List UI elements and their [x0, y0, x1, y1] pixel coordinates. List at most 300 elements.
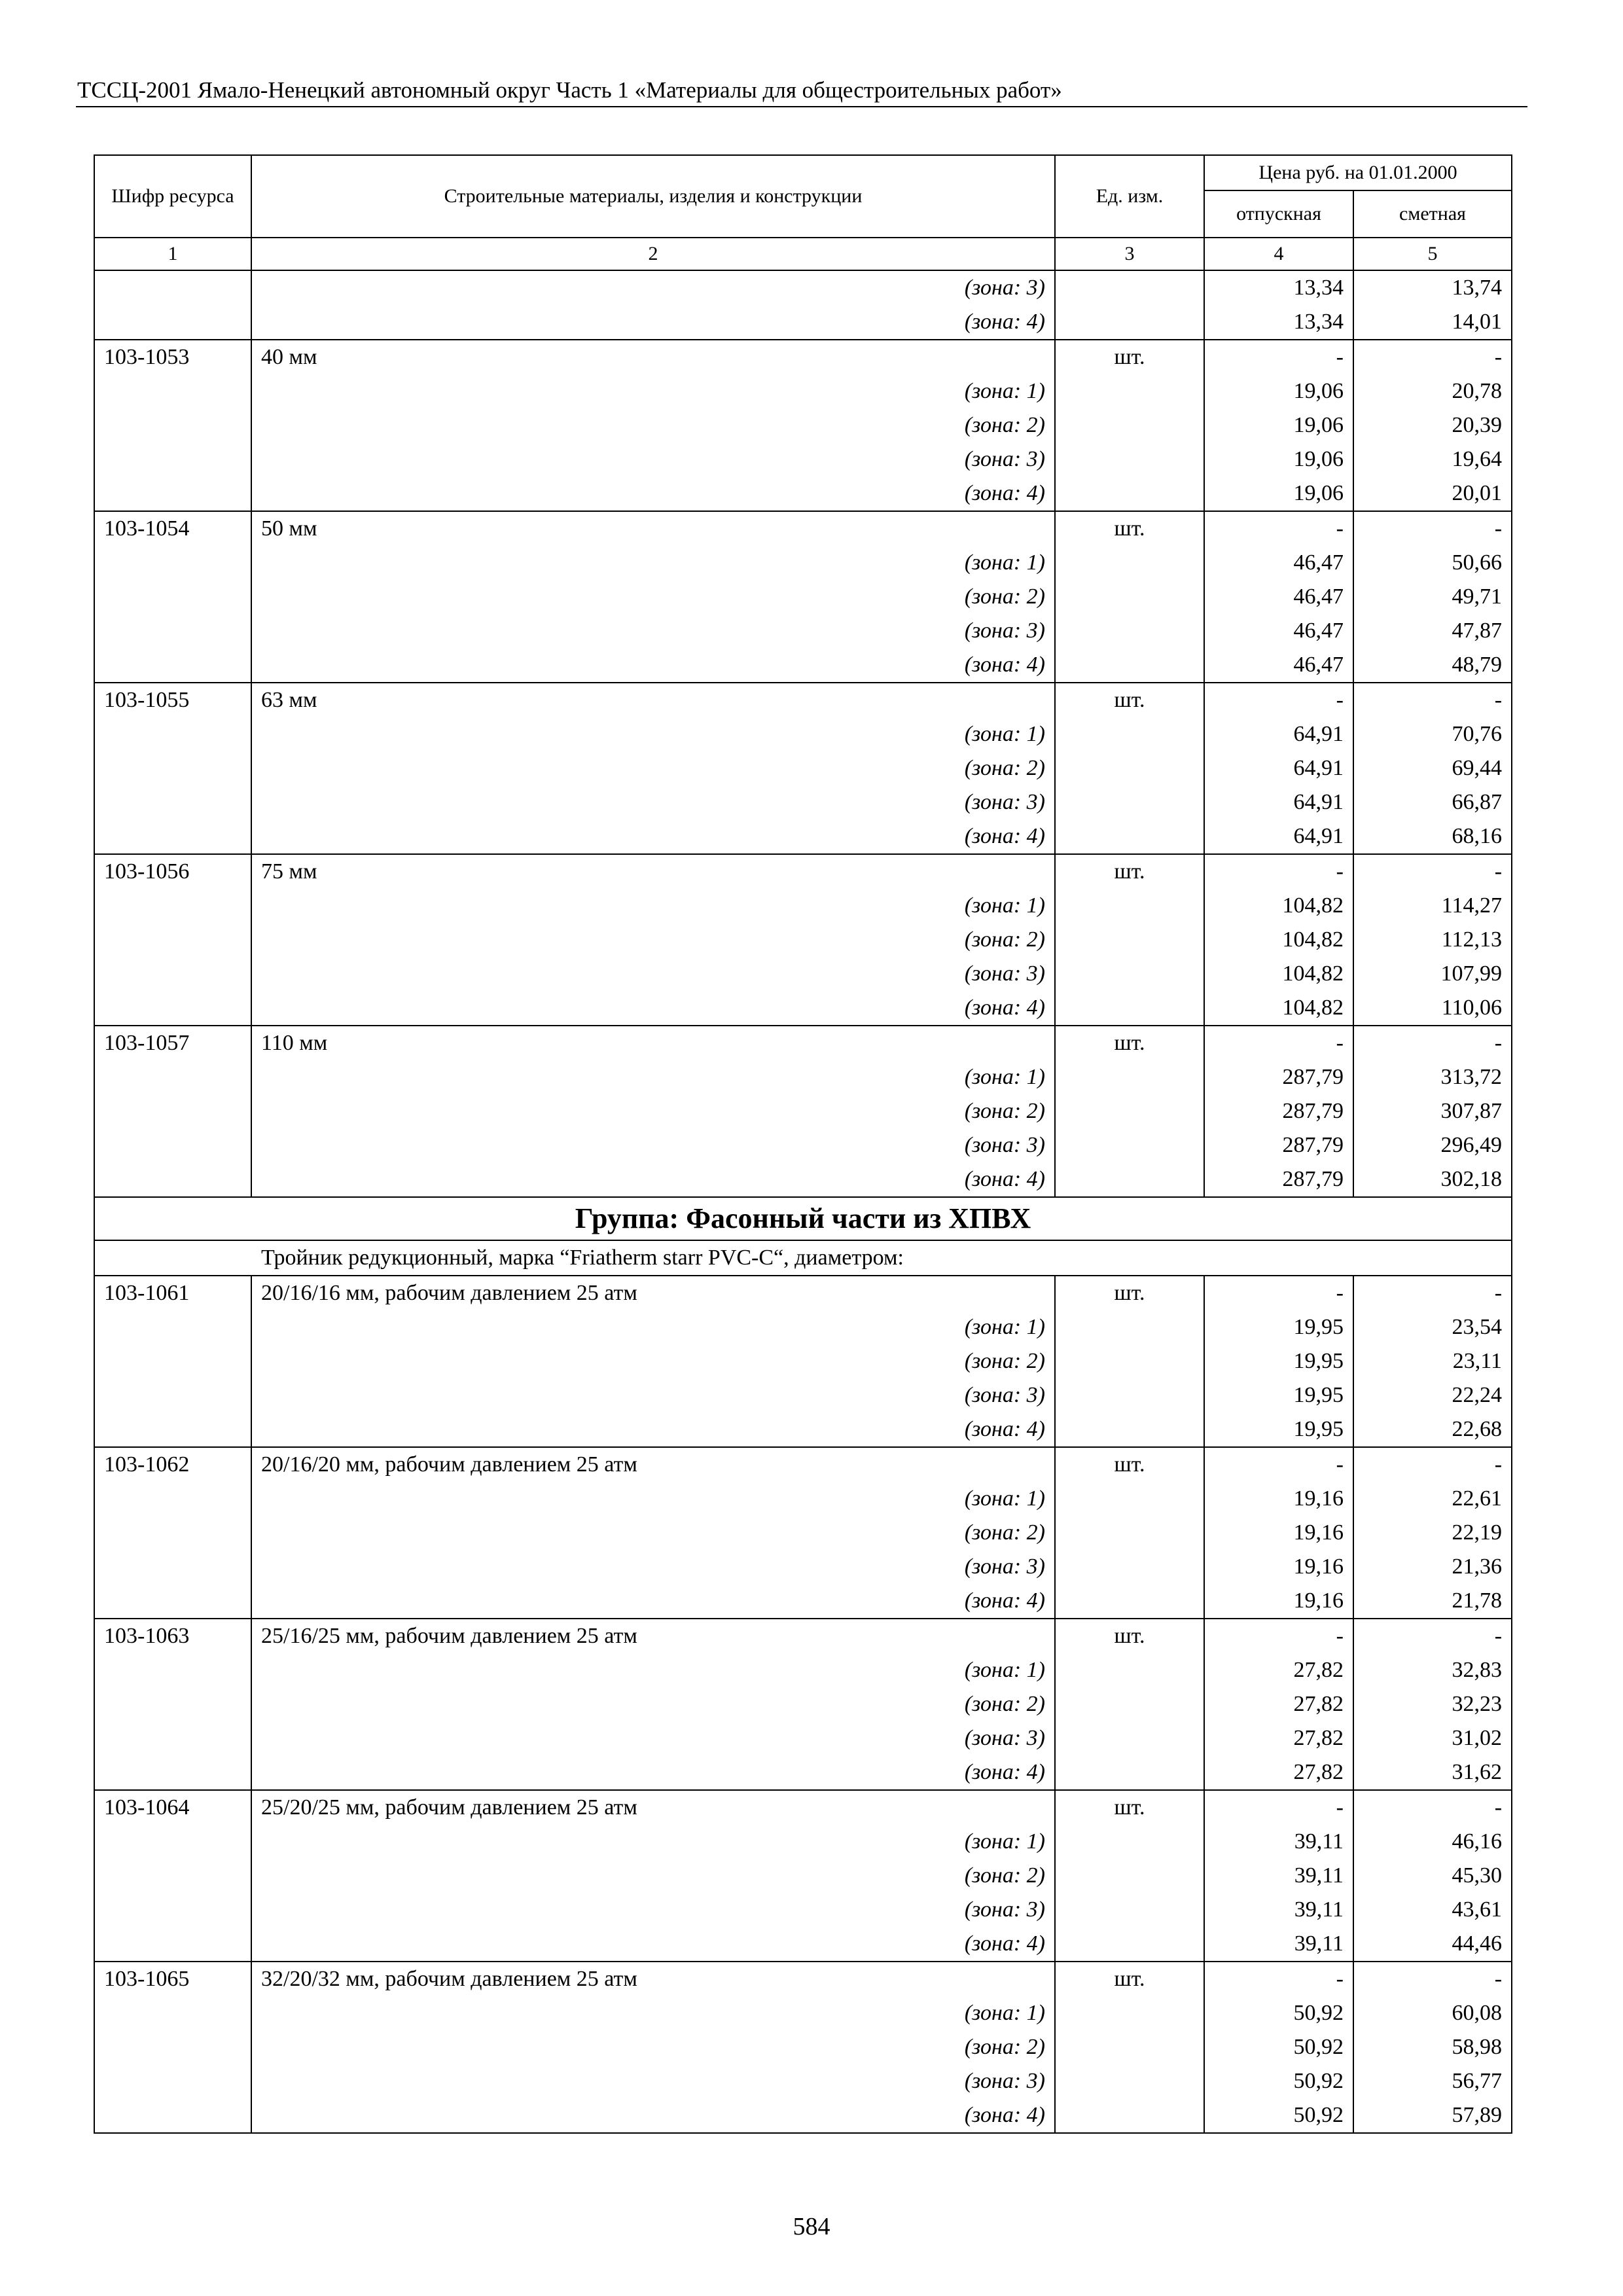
release-price: 19,95 — [1204, 1344, 1353, 1378]
code-cell — [94, 1584, 251, 1619]
release-price: 27,82 — [1204, 1687, 1353, 1721]
code-cell — [94, 1060, 251, 1094]
estimate-price: - — [1353, 1790, 1512, 1825]
code-cell — [94, 442, 251, 476]
unit-cell: шт. — [1055, 683, 1204, 717]
code-cell — [94, 1094, 251, 1128]
zone-label: (зона: 3) — [251, 785, 1055, 819]
estimate-price: 23,54 — [1353, 1310, 1512, 1344]
code-cell — [94, 785, 251, 819]
unit-cell — [1055, 546, 1204, 580]
unit-cell — [1055, 1378, 1204, 1412]
code-cell — [94, 751, 251, 785]
code-cell — [94, 1687, 251, 1721]
group-title: Группа: Фасонный части из ХПВХ — [94, 1197, 1512, 1240]
estimate-price: 66,87 — [1353, 785, 1512, 819]
material-name: 40 мм — [251, 340, 1055, 374]
unit-cell — [1055, 442, 1204, 476]
unit-cell — [1055, 957, 1204, 991]
item-row — [94, 340, 1512, 374]
zone-label: (зона: 2) — [251, 1344, 1055, 1378]
unit-cell — [1055, 1927, 1204, 1962]
zone-label: (зона: 4) — [251, 1584, 1055, 1619]
estimate-price: 70,76 — [1353, 717, 1512, 751]
release-price: - — [1204, 1447, 1353, 1482]
zone-label: (зона: 3) — [251, 957, 1055, 991]
zone-label: (зона: 1) — [251, 1825, 1055, 1859]
material-name: 63 мм — [251, 683, 1055, 717]
zone-row — [94, 819, 1512, 854]
unit-cell — [1055, 476, 1204, 511]
release-price: 27,82 — [1204, 1721, 1353, 1755]
release-price: 104,82 — [1204, 991, 1353, 1026]
estimate-price: 20,39 — [1353, 408, 1512, 442]
zone-label: (зона: 1) — [251, 1060, 1055, 1094]
estimate-price: 58,98 — [1353, 2030, 1512, 2064]
release-price: 287,79 — [1204, 1094, 1353, 1128]
release-price: - — [1204, 1276, 1353, 1310]
resource-code: 103-1053 — [94, 340, 251, 374]
unit-cell: шт. — [1055, 1026, 1204, 1060]
zone-label: (зона: 2) — [251, 1687, 1055, 1721]
release-price: 19,16 — [1204, 1482, 1353, 1516]
material-name: 25/16/25 мм, рабочим давлением 25 атм — [251, 1619, 1055, 1653]
zone-label: (зона: 4) — [251, 819, 1055, 854]
header-rule — [76, 106, 1527, 107]
zone-row — [94, 1859, 1512, 1893]
zone-row — [94, 1825, 1512, 1859]
zone-row — [94, 270, 1512, 305]
zone-row — [94, 1927, 1512, 1962]
release-price: - — [1204, 854, 1353, 889]
estimate-price: 31,62 — [1353, 1755, 1512, 1790]
zone-row — [94, 1482, 1512, 1516]
code-cell — [94, 1128, 251, 1162]
release-price: 39,11 — [1204, 1859, 1353, 1893]
unit-cell — [1055, 1687, 1204, 1721]
page-number: 584 — [793, 2213, 830, 2240]
estimate-price: 22,68 — [1353, 1412, 1512, 1447]
zone-row — [94, 1162, 1512, 1197]
zone-label: (зона: 1) — [251, 1310, 1055, 1344]
code-cell — [94, 614, 251, 648]
release-price: - — [1204, 1962, 1353, 1996]
release-price: 19,06 — [1204, 442, 1353, 476]
zone-row — [94, 305, 1512, 340]
release-price: 39,11 — [1204, 1825, 1353, 1859]
column-number: 1 — [94, 238, 251, 270]
unit-cell — [1055, 1755, 1204, 1790]
column-number: 2 — [251, 238, 1055, 270]
estimate-price: - — [1353, 1447, 1512, 1482]
code-cell — [94, 1721, 251, 1755]
unit-cell — [1055, 1825, 1204, 1859]
release-price: 19,06 — [1204, 374, 1353, 408]
group-title-row — [94, 1197, 1512, 1240]
release-price: 104,82 — [1204, 923, 1353, 957]
unit-cell: шт. — [1055, 1447, 1204, 1482]
estimate-price: 114,27 — [1353, 889, 1512, 923]
zone-row — [94, 580, 1512, 614]
zone-row — [94, 476, 1512, 511]
unit-cell — [1055, 1060, 1204, 1094]
material-name: 75 мм — [251, 854, 1055, 889]
zone-label: (зона: 1) — [251, 1482, 1055, 1516]
zone-row — [94, 2030, 1512, 2064]
material-name: 32/20/32 мм, рабочим давлением 25 атм — [251, 1962, 1055, 1996]
unit-cell — [1055, 1721, 1204, 1755]
estimate-price: - — [1353, 1276, 1512, 1310]
estimate-price: - — [1353, 511, 1512, 546]
unit-cell — [1055, 1996, 1204, 2030]
zone-label: (зона: 1) — [251, 889, 1055, 923]
code-cell — [94, 2064, 251, 2098]
zone-row — [94, 991, 1512, 1026]
zone-row — [94, 2098, 1512, 2133]
estimate-price: 19,64 — [1353, 442, 1512, 476]
estimate-price: - — [1353, 1619, 1512, 1653]
code-cell — [94, 476, 251, 511]
release-price: 39,11 — [1204, 1893, 1353, 1927]
resource-code: 103-1057 — [94, 1026, 251, 1060]
unit-cell — [1055, 2098, 1204, 2133]
code-cell — [94, 1996, 251, 2030]
unit-cell: шт. — [1055, 1790, 1204, 1825]
release-price: 19,95 — [1204, 1310, 1353, 1344]
unit-cell — [1055, 1412, 1204, 1447]
zone-row — [94, 1653, 1512, 1687]
unit-cell — [1055, 1162, 1204, 1197]
zone-row — [94, 1584, 1512, 1619]
unit-cell: шт. — [1055, 1276, 1204, 1310]
unit-cell — [1055, 923, 1204, 957]
code-cell — [94, 1893, 251, 1927]
zone-row — [94, 1893, 1512, 1927]
release-price: 64,91 — [1204, 717, 1353, 751]
unit-cell — [1055, 1584, 1204, 1619]
code-cell — [94, 1482, 251, 1516]
unit-cell — [1055, 751, 1204, 785]
code-cell — [94, 2030, 251, 2064]
item-row — [94, 1790, 1512, 1825]
item-row — [94, 1619, 1512, 1653]
zone-row — [94, 889, 1512, 923]
release-price: 19,95 — [1204, 1412, 1353, 1447]
release-price: 27,82 — [1204, 1653, 1353, 1687]
zone-label: (зона: 4) — [251, 305, 1055, 340]
code-cell — [94, 1344, 251, 1378]
code-cell — [94, 648, 251, 683]
zone-label: (зона: 1) — [251, 717, 1055, 751]
release-price: 46,47 — [1204, 580, 1353, 614]
zone-label: (зона: 4) — [251, 648, 1055, 683]
resource-code: 103-1064 — [94, 1790, 251, 1825]
zone-row — [94, 1721, 1512, 1755]
release-price: 50,92 — [1204, 2030, 1353, 2064]
release-price: 19,95 — [1204, 1378, 1353, 1412]
code-cell — [94, 1859, 251, 1893]
code-cell — [94, 1162, 251, 1197]
header-release-price: отпускная — [1204, 190, 1353, 238]
estimate-price: - — [1353, 854, 1512, 889]
estimate-price: 23,11 — [1353, 1344, 1512, 1378]
unit-cell: шт. — [1055, 511, 1204, 546]
unit-cell — [1055, 1310, 1204, 1344]
unit-cell: шт. — [1055, 1619, 1204, 1653]
code-cell — [94, 2098, 251, 2133]
unit-cell — [1055, 785, 1204, 819]
release-price: 46,47 — [1204, 546, 1353, 580]
unit-cell — [1055, 819, 1204, 854]
release-price: 64,91 — [1204, 751, 1353, 785]
resource-code: 103-1055 — [94, 683, 251, 717]
zone-label: (зона: 1) — [251, 1653, 1055, 1687]
zone-label: (зона: 2) — [251, 580, 1055, 614]
estimate-price: 43,61 — [1353, 1893, 1512, 1927]
release-price: 19,16 — [1204, 1516, 1353, 1550]
zone-row — [94, 1310, 1512, 1344]
estimate-price: 48,79 — [1353, 648, 1512, 683]
zone-row — [94, 1378, 1512, 1412]
estimate-price: - — [1353, 1026, 1512, 1060]
release-price: 287,79 — [1204, 1060, 1353, 1094]
item-row — [94, 1962, 1512, 1996]
release-price: 19,06 — [1204, 476, 1353, 511]
zone-label: (зона: 4) — [251, 1162, 1055, 1197]
price-table — [94, 154, 1512, 2134]
header-name: Строительные материалы, изделия и конструкции — [251, 155, 1055, 238]
zone-row — [94, 614, 1512, 648]
zone-label: (зона: 2) — [251, 1859, 1055, 1893]
zone-label: (зона: 2) — [251, 923, 1055, 957]
release-price: 50,92 — [1204, 2098, 1353, 2133]
zone-label: (зона: 3) — [251, 270, 1055, 305]
unit-cell — [1055, 408, 1204, 442]
zone-row — [94, 648, 1512, 683]
release-price: 50,92 — [1204, 1996, 1353, 2030]
header-price-date: Цена руб. на 01.01.2000 — [1204, 155, 1512, 190]
item-row — [94, 1447, 1512, 1482]
zone-label: (зона: 1) — [251, 1996, 1055, 2030]
subgroup-title-row — [94, 1240, 1512, 1276]
estimate-price: 21,78 — [1353, 1584, 1512, 1619]
estimate-price: 21,36 — [1353, 1550, 1512, 1584]
unit-cell — [1055, 991, 1204, 1026]
release-price: 287,79 — [1204, 1162, 1353, 1197]
resource-code: 103-1056 — [94, 854, 251, 889]
zone-row — [94, 1996, 1512, 2030]
estimate-price: - — [1353, 340, 1512, 374]
release-price: 39,11 — [1204, 1927, 1353, 1962]
release-price: 19,06 — [1204, 408, 1353, 442]
code-cell — [94, 923, 251, 957]
header-unit: Ед. изм. — [1055, 155, 1204, 238]
estimate-price: 60,08 — [1353, 1996, 1512, 2030]
zone-label: (зона: 4) — [251, 476, 1055, 511]
item-row — [94, 683, 1512, 717]
item-row — [94, 1276, 1512, 1310]
estimate-price: 32,83 — [1353, 1653, 1512, 1687]
column-number: 5 — [1353, 238, 1512, 270]
code-cell — [94, 717, 251, 751]
zone-label: (зона: 3) — [251, 1378, 1055, 1412]
estimate-price: 112,13 — [1353, 923, 1512, 957]
code-cell — [94, 1516, 251, 1550]
estimate-price: 13,74 — [1353, 270, 1512, 305]
estimate-price: 50,66 — [1353, 546, 1512, 580]
zone-row — [94, 1687, 1512, 1721]
release-price: - — [1204, 1619, 1353, 1653]
release-price: - — [1204, 1026, 1353, 1060]
zone-label: (зона: 3) — [251, 442, 1055, 476]
zone-row — [94, 1344, 1512, 1378]
zone-label: (зона: 3) — [251, 614, 1055, 648]
zone-label: (зона: 2) — [251, 1094, 1055, 1128]
estimate-price: 46,16 — [1353, 1825, 1512, 1859]
release-price: 104,82 — [1204, 957, 1353, 991]
unit-cell — [1055, 1859, 1204, 1893]
running-header: ТССЦ-2001 Ямало-Ненецкий автономный округ Часть 1 «Материалы для общестроительных работ» — [77, 77, 1062, 103]
estimate-price: 47,87 — [1353, 614, 1512, 648]
unit-cell — [1055, 889, 1204, 923]
estimate-price: 56,77 — [1353, 2064, 1512, 2098]
estimate-price: - — [1353, 683, 1512, 717]
release-price: 50,92 — [1204, 2064, 1353, 2098]
estimate-price: 57,89 — [1353, 2098, 1512, 2133]
zone-label: (зона: 2) — [251, 1516, 1055, 1550]
code-cell — [94, 1927, 251, 1962]
code-cell — [94, 1825, 251, 1859]
zone-row — [94, 546, 1512, 580]
material-name: 110 мм — [251, 1026, 1055, 1060]
unit-cell: шт. — [1055, 1962, 1204, 1996]
unit-cell — [1055, 374, 1204, 408]
code-cell — [94, 270, 251, 305]
item-row — [94, 854, 1512, 889]
estimate-price: 302,18 — [1353, 1162, 1512, 1197]
zone-label: (зона: 3) — [251, 1721, 1055, 1755]
zone-row — [94, 923, 1512, 957]
resource-code: 103-1054 — [94, 511, 251, 546]
release-price: - — [1204, 511, 1353, 546]
resource-code: 103-1061 — [94, 1276, 251, 1310]
zone-row — [94, 1516, 1512, 1550]
release-price: 64,91 — [1204, 785, 1353, 819]
item-row — [94, 1026, 1512, 1060]
resource-code: 103-1062 — [94, 1447, 251, 1482]
resource-code: 103-1063 — [94, 1619, 251, 1653]
zone-row — [94, 442, 1512, 476]
code-cell — [94, 305, 251, 340]
estimate-price: 32,23 — [1353, 1687, 1512, 1721]
release-price: 19,16 — [1204, 1584, 1353, 1619]
column-numbers-row — [94, 238, 1512, 270]
zone-label: (зона: 2) — [251, 408, 1055, 442]
estimate-price: 45,30 — [1353, 1859, 1512, 1893]
zone-label: (зона: 2) — [251, 751, 1055, 785]
code-cell — [94, 374, 251, 408]
unit-cell — [1055, 1653, 1204, 1687]
code-cell — [94, 1653, 251, 1687]
code-cell — [94, 1378, 251, 1412]
zone-label: (зона: 4) — [251, 1927, 1055, 1962]
material-name: 50 мм — [251, 511, 1055, 546]
estimate-price: 14,01 — [1353, 305, 1512, 340]
estimate-price: 313,72 — [1353, 1060, 1512, 1094]
release-price: 13,34 — [1204, 270, 1353, 305]
header-code: Шифр ресурса — [94, 155, 251, 238]
estimate-price: 296,49 — [1353, 1128, 1512, 1162]
material-name: 25/20/25 мм, рабочим давлением 25 атм — [251, 1790, 1055, 1825]
release-price: - — [1204, 340, 1353, 374]
estimate-price: 22,61 — [1353, 1482, 1512, 1516]
release-price: 46,47 — [1204, 614, 1353, 648]
code-cell — [94, 957, 251, 991]
unit-cell — [1055, 1550, 1204, 1584]
code-cell — [94, 819, 251, 854]
zone-row — [94, 1094, 1512, 1128]
zone-label: (зона: 3) — [251, 1550, 1055, 1584]
estimate-price: 68,16 — [1353, 819, 1512, 854]
unit-cell — [1055, 2030, 1204, 2064]
unit-cell — [1055, 614, 1204, 648]
resource-code: 103-1065 — [94, 1962, 251, 1996]
release-price: 64,91 — [1204, 819, 1353, 854]
table-header-row — [94, 155, 1512, 190]
unit-cell — [1055, 580, 1204, 614]
zone-row — [94, 1755, 1512, 1790]
code-cell — [94, 1550, 251, 1584]
release-price: 13,34 — [1204, 305, 1353, 340]
release-price: 19,16 — [1204, 1550, 1353, 1584]
unit-cell — [1055, 270, 1204, 305]
unit-cell — [1055, 1128, 1204, 1162]
estimate-price: 22,19 — [1353, 1516, 1512, 1550]
zone-row — [94, 374, 1512, 408]
estimate-price: 69,44 — [1353, 751, 1512, 785]
unit-cell — [1055, 1482, 1204, 1516]
unit-cell — [1055, 717, 1204, 751]
release-price: 104,82 — [1204, 889, 1353, 923]
estimate-price: 110,06 — [1353, 991, 1512, 1026]
zone-label: (зона: 2) — [251, 2030, 1055, 2064]
estimate-price: 22,24 — [1353, 1378, 1512, 1412]
unit-cell — [1055, 1516, 1204, 1550]
zone-row — [94, 717, 1512, 751]
zone-row — [94, 2064, 1512, 2098]
subgroup-title: Тройник редукционный, марка “Friatherm starr PVC-C“, диаметром: — [94, 1240, 1512, 1276]
code-cell — [94, 408, 251, 442]
column-number: 3 — [1055, 238, 1204, 270]
zone-label: (зона: 3) — [251, 1128, 1055, 1162]
zone-label: (зона: 4) — [251, 1412, 1055, 1447]
zone-row — [94, 1412, 1512, 1447]
zone-row — [94, 408, 1512, 442]
estimate-price: 20,78 — [1353, 374, 1512, 408]
header-estimate-price: сметная — [1353, 190, 1512, 238]
release-price: - — [1204, 1790, 1353, 1825]
code-cell — [94, 546, 251, 580]
zone-row — [94, 1550, 1512, 1584]
release-price: 27,82 — [1204, 1755, 1353, 1790]
estimate-price: 49,71 — [1353, 580, 1512, 614]
zone-label: (зона: 4) — [251, 2098, 1055, 2133]
unit-cell — [1055, 1893, 1204, 1927]
material-name: 20/16/20 мм, рабочим давлением 25 атм — [251, 1447, 1055, 1482]
material-name: 20/16/16 мм, рабочим давлением 25 атм — [251, 1276, 1055, 1310]
code-cell — [94, 1755, 251, 1790]
estimate-price: 307,87 — [1353, 1094, 1512, 1128]
